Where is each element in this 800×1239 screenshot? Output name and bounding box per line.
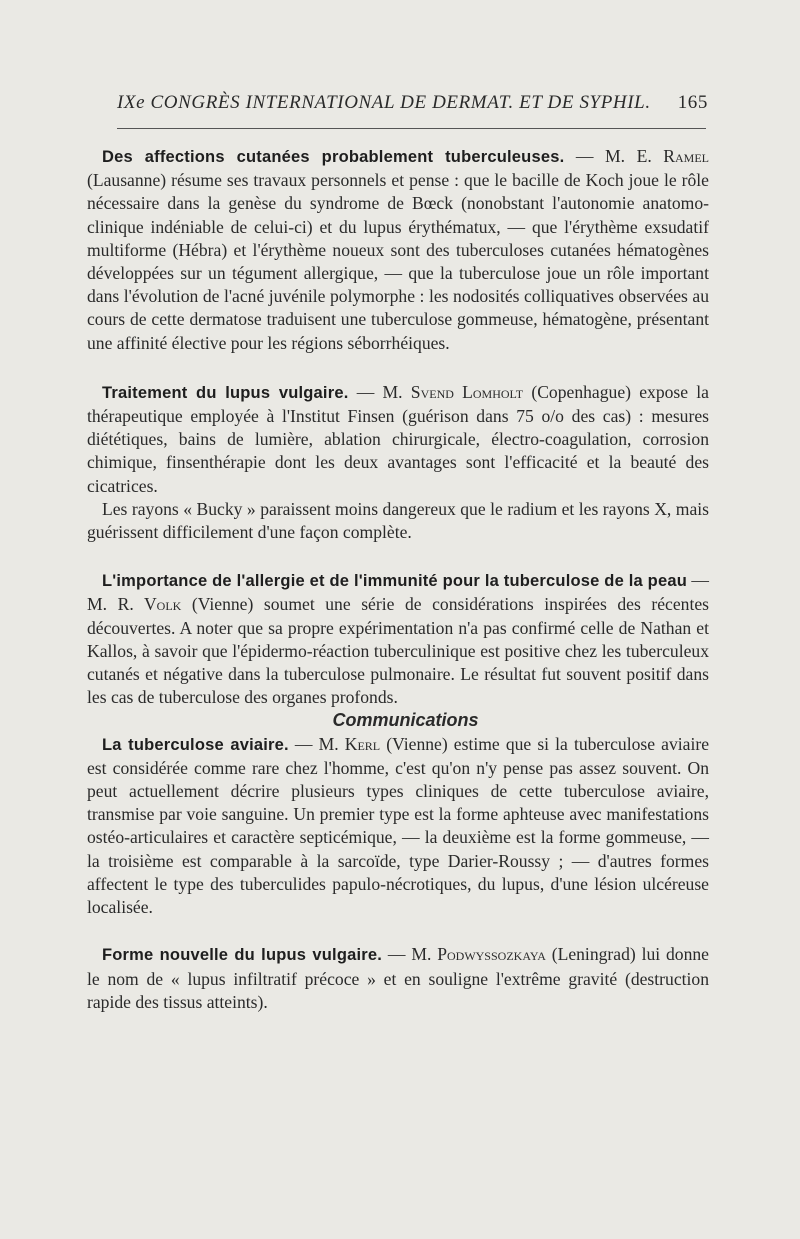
entry-dash: — xyxy=(382,944,412,965)
entry-heading: Traitement du lupus vulgaire. xyxy=(102,383,349,402)
entry-author: M. R. Volk xyxy=(87,594,182,615)
entry-dash: — xyxy=(687,570,709,591)
entry-author: M. Kerl xyxy=(318,733,381,754)
entry-paragraph: Les rayons « Bucky » paraissent moins dangereux que le radium et les rayons X, mais guérissent difficilement d'une façon complète. xyxy=(87,498,709,543)
entry-author: M. Podwyssozkaya xyxy=(411,944,546,965)
entry-heading: Forme nouvelle du lupus vulgaire. xyxy=(102,946,383,965)
entry-dash: — xyxy=(288,733,319,754)
page-body xyxy=(87,145,709,1014)
entry-allergie-immunite xyxy=(87,569,709,709)
page-number: 165 xyxy=(677,92,708,113)
header-rule xyxy=(117,128,706,129)
entry-forme-nouvelle xyxy=(87,943,709,1014)
entry-text: (Leningrad) lui donne le nom de « lupus infiltratif précoce » et en souligne l'extrême gravité (destruction rapide des tissus atteints). xyxy=(87,944,709,1012)
section-title: Communications xyxy=(332,710,479,731)
entry-text: (Copenhague) expose la thérapeutique employée à l'Institut Finsen (guérison dans 75 o/o des cas) : mesures diététiques, bains de lumière, ablation chirurgicale, électro-coagulation, corrosion chimique, finsenthérapie dont les deux avantages sont l'efficacité et la beauté des cicatrices. xyxy=(87,381,709,496)
entry-author: M. E. Ramel xyxy=(605,146,709,166)
entry-dash: — xyxy=(564,146,606,166)
entry-tuberculose-aviaire xyxy=(87,733,709,920)
entry-heading: La tuberculose aviaire. xyxy=(102,735,289,754)
entry-affections-cutanees xyxy=(87,145,709,355)
entry-text: (Lausanne) résume ses travaux personnels et pense : que le bacille de Koch joue le rôle nécessaire dans la genèse du syndrome de Bœck (nonobstant l'autonomie anatomo-clinique indéniable de celui-ci) et du lupus érythématux, — que l'érythème exsudatif multiforme (Hébra) et l'érythème noueux sont des tuberculoses cutanées hématogènes développées sur un tégument allergique, — que la tuberculose joue un rôle important dans l'évolution de l'acné juvénile polymorphe : les nodosités colliquatives observées au cours de cette dermatose traduisent une tuberculose gommeuse, hématogène, présentant une affinité élective pour les régions séborrhéiques. xyxy=(87,170,709,353)
running-header xyxy=(117,92,708,114)
entry-traitement-lupus xyxy=(87,381,709,498)
running-header-title: IXe CONGRÈS INTERNATIONAL DE DERMAT. ET DE SYPHIL. xyxy=(117,92,651,113)
entry-heading: Des affections cutanées probablement tuberculeuses. xyxy=(102,148,565,166)
entry-text: (Vienne) estime que si la tuberculose aviaire est considérée comme rare chez l'homme, c'est qu'on n'y pense pas assez souvent. On peut actuellement décrire plusieurs types cliniques de cette tuberculose aviaire, transmise par voie sanguine. Un premier type est la forme aphteuse avec manifestations ostéo-articulaires et caractère septicémique, — la deuxième est la forme gommeuse, — la troisième est comparable à la sarcoïde, type Darier-Roussy ; — d'autres formes affectent le type des tuberculides papulo-nécrotiques, du lupus, d'une lésion ulcéreuse localisée. xyxy=(87,733,709,918)
entry-dash: — xyxy=(348,381,383,402)
entry-heading: L'importance de l'allergie et de l'immunité pour la tuberculose de la peau xyxy=(102,572,687,591)
entry-author: M. Svend Lomholt xyxy=(382,381,524,402)
entry-text: (Vienne) soumet une série de considérations inspirées des récentes découvertes. A noter que sa propre expérimentation n'a pas confirmé celle de Nathan et Kallos, à savoir que l'épidermo-réaction tuberculinique est positive chez les tuberculeux cutanés et négative dans la tuberculose pulmonaire. Le résultat fut souvent positif dans les cas de tuberculose des organes profonds. xyxy=(87,594,709,708)
